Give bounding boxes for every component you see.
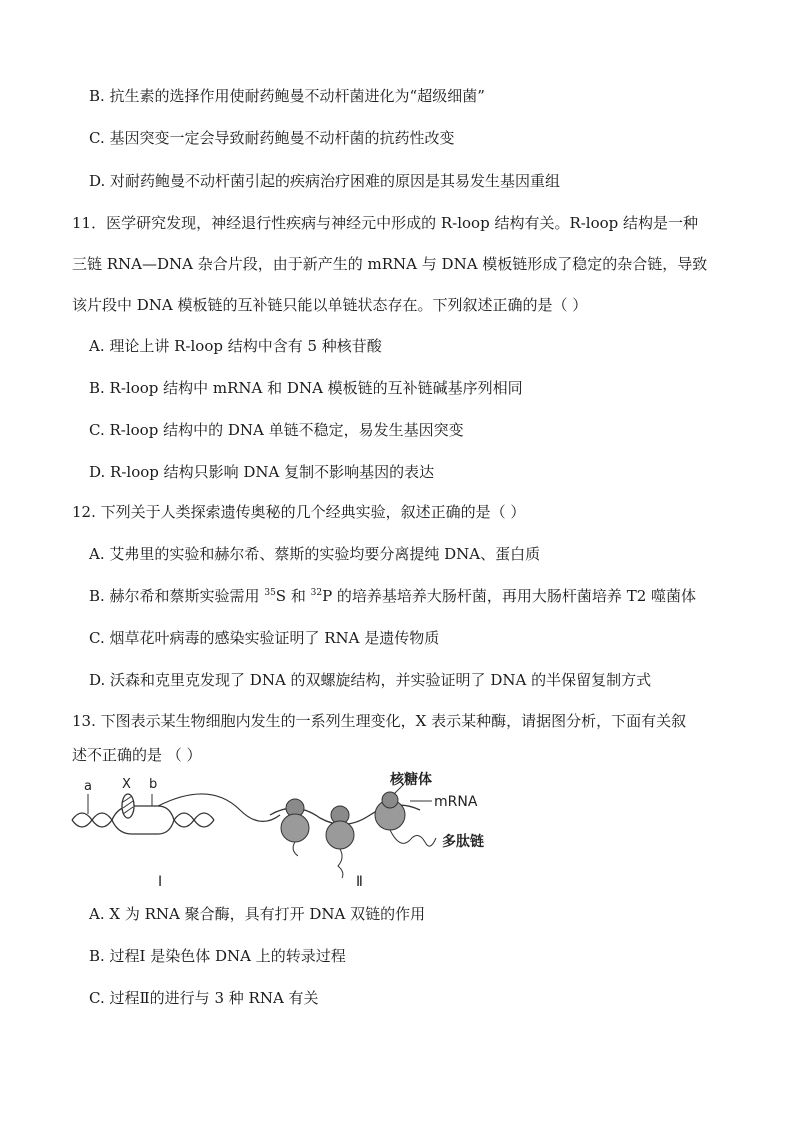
q13-option-a[interactable]: A. X 为 RNA 聚合酶，具有打开 DNA 双链的作用 [89, 905, 426, 923]
enzyme-x-shape [122, 794, 134, 818]
q11-stem-line-1: 11．医学研究发现，神经退行性疾病与神经元中形成的 R-loop 结构有关。R-loop 结构是一种 [72, 214, 699, 232]
q11-stem-line-3: 该片段中 DNA 模板链的互补链只能以单链状态存在。下列叙述正确的是（ ） [72, 296, 588, 314]
ribosome-1-large [281, 814, 309, 842]
q12-option-d[interactable]: D. 沃森和克里克发现了 DNA 的双螺旋结构，并实验证明了 DNA 的半保留复制方式 [89, 671, 652, 689]
q13-option-b[interactable]: B. 过程Ⅰ 是染色体 DNA 上的转录过程 [89, 947, 346, 965]
label-peptide: 多肽链 [442, 834, 484, 850]
label-process-i: I [158, 874, 163, 890]
ribosome-3-small [382, 792, 398, 808]
q11-option-a[interactable]: A. 理论上讲 R-loop 结构中含有 5 种核苷酸 [89, 337, 382, 355]
q13-option-c[interactable]: C. 过程Ⅱ的进行与 3 种 RNA 有关 [89, 989, 319, 1007]
q12-option-b-isotope-s: 35 [264, 588, 276, 598]
peptide-1 [293, 842, 298, 856]
q12-option-b-text-1: B. 赫尔希和蔡斯实验需用 [89, 587, 265, 605]
transcription-bubble-bottom [112, 820, 174, 834]
peptide-3 [390, 830, 436, 846]
transcription-translation-diagram [70, 770, 540, 895]
label-ribosome: 核糖体 [390, 772, 432, 788]
dna-strand-right-2 [174, 813, 214, 827]
q10-option-c[interactable]: C. 基因突变一定会导致耐药鲍曼不动杆菌的抗药性改变 [89, 129, 455, 147]
dna-strand-left-2 [72, 813, 112, 827]
q13-stem-line-2: 述不正确的是 （ ） [72, 746, 202, 764]
q12-option-c[interactable]: C. 烟草花叶病毒的感染实验证明了 RNA 是遗传物质 [89, 629, 440, 647]
q10-option-b[interactable]: B. 抗生素的选择作用使耐药鲍曼不动杆菌进化为“超级细菌” [89, 87, 485, 105]
ribosome-2-large [326, 821, 354, 849]
label-process-ii: Ⅱ [356, 874, 363, 890]
q12-option-b-text-2: S 和 [275, 587, 311, 605]
label-b: b [149, 777, 158, 792]
label-a: a [84, 779, 92, 794]
peptide-2 [338, 849, 343, 878]
label-x: X [122, 777, 131, 792]
q12-option-b-isotope-p: 32 [310, 588, 323, 598]
q13-stem-line-1: 13. 下图表示某生物细胞内发生的一系列生理变化，X 表示某种酶，请据图分析，下面有关叙 [72, 712, 687, 730]
transcription-bubble-top [112, 806, 174, 820]
q11-option-d[interactable]: D. R-loop 结构只影响 DNA 复制不影响基因的表达 [89, 463, 435, 481]
label-mrna: mRNA [434, 794, 478, 810]
q12-option-b[interactable] [89, 586, 696, 606]
q12-option-a[interactable]: A. 艾弗里的实验和赫尔希、蔡斯的实验均要分离提纯 DNA、蛋白质 [89, 545, 541, 563]
q11-stem-line-2: 三链 RNA—DNA 杂合片段，由于新产生的 mRNA 与 DNA 模板链形成了稳定的杂合链，导致 [72, 255, 708, 273]
q10-option-d[interactable]: D. 对耐药鲍曼不动杆菌引起的疾病治疗困难的原因是其易发生基因重组 [89, 172, 561, 190]
q11-option-b[interactable]: B. R-loop 结构中 mRNA 和 DNA 模板链的互补链碱基序列相同 [89, 379, 523, 397]
q12-option-b-text-3: P 的培养基培养大肠杆菌，再用大肠杆菌培养 T2 噬菌体 [322, 587, 697, 605]
q12-stem: 12. 下列关于人类探索遗传奥秘的几个经典实验，叙述正确的是（ ） [72, 503, 526, 521]
q11-option-c[interactable]: C. R-loop 结构中的 DNA 单链不稳定，易发生基因突变 [89, 421, 464, 439]
